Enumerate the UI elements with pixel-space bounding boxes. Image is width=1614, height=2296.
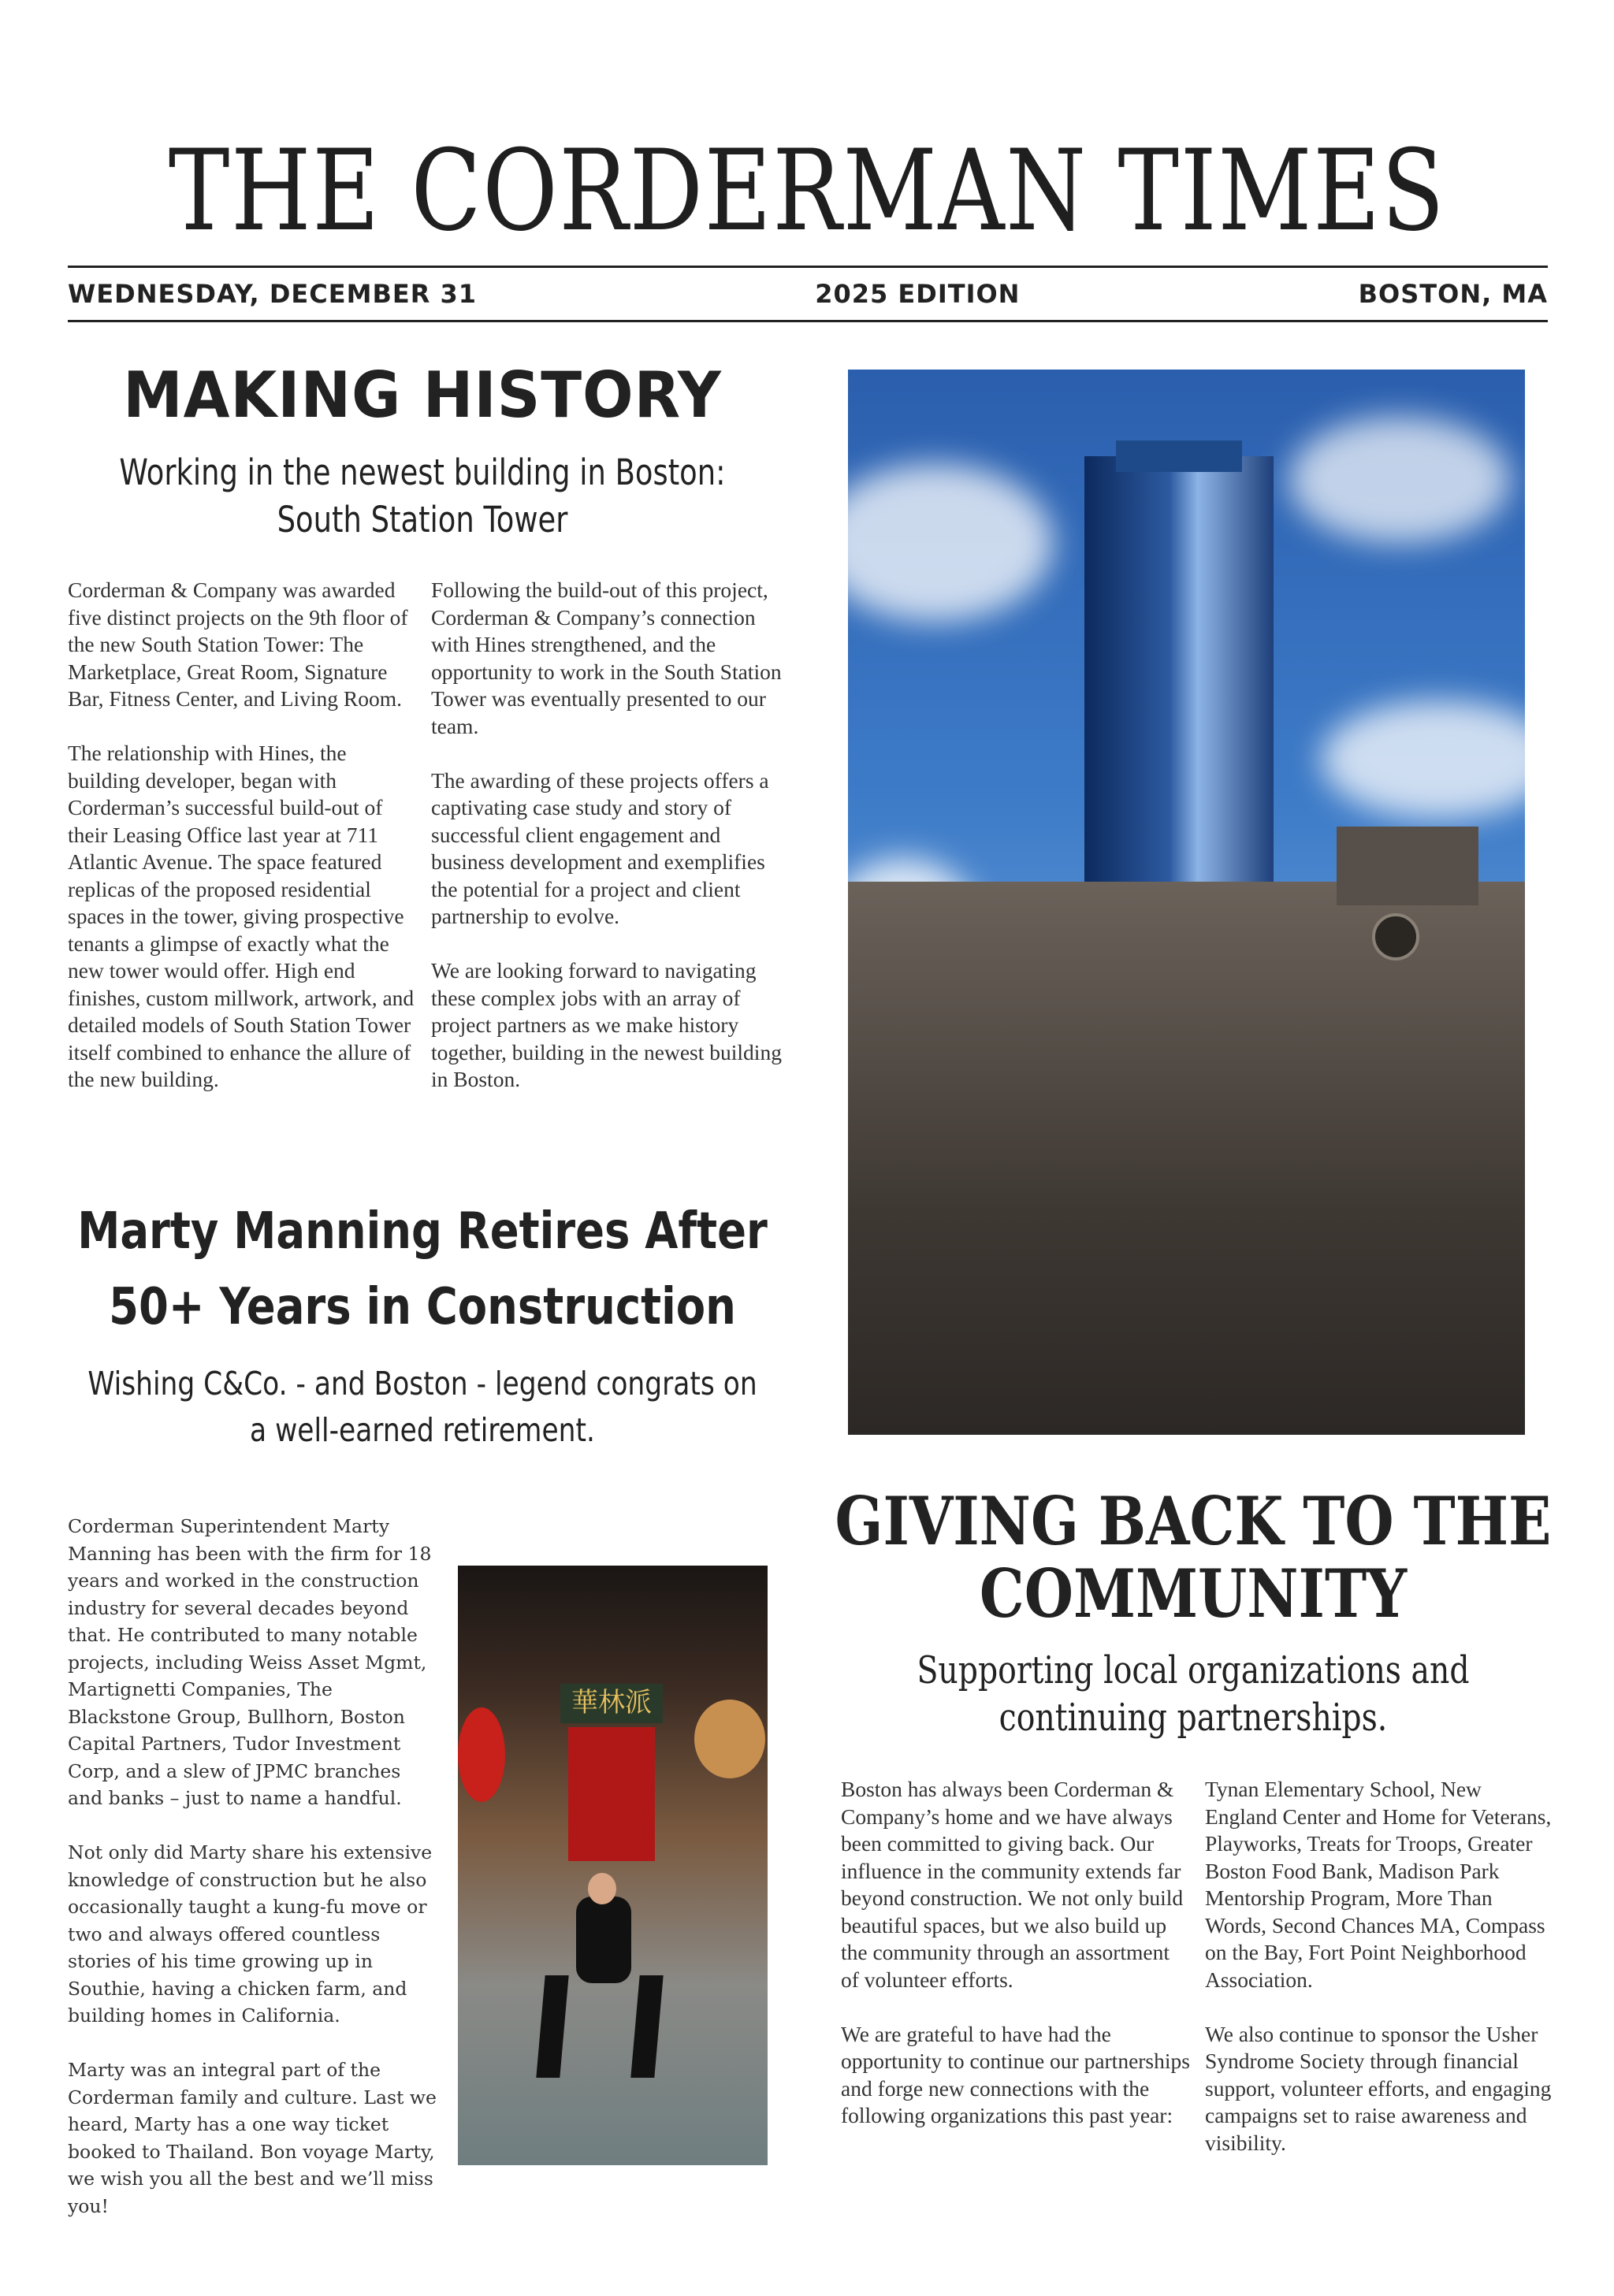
article-column-2 <box>1205 1776 1552 2184</box>
divider <box>68 266 1548 268</box>
article-body <box>68 1513 438 2220</box>
dateline <box>68 279 1548 309</box>
sign: 華林派 <box>560 1684 663 1723</box>
article-headline: MAKING HISTORY <box>123 359 722 432</box>
article-column-2 <box>431 577 786 1120</box>
paragraph: Marty was an integral part of the Corderman family and culture. Last we heard, Marty has a one way ticket booked to Thailand. Bon voyage Marty, we wish you all the best and we’ll miss you! <box>68 2059 437 2217</box>
masthead-title: THE CORDERMAN TIMES <box>168 126 1446 256</box>
article-column-1 <box>68 577 422 1120</box>
article-headline: Marty Manning Retires After 50+ Years in Construction <box>77 1202 768 1336</box>
article-subhead: Supporting local organizations and continuing partnerships. <box>917 1648 1470 1740</box>
paragraph: The awarding of these projects offers a captivating case study and story of successful client engagement and business development and exemplifies the potential for a project and client partnership to evolve. <box>431 767 769 928</box>
paragraph: Not only did Marty share his extensive knowledge of construction but he also occasionally taught a kung-fu move or two and always offered countless stories of his time growing up in Southie, having a chicken farm, and building homes in California. <box>68 1841 433 2027</box>
edition: 2025 EDITION <box>815 279 1021 309</box>
issue-date: WEDNESDAY, DECEMBER 31 <box>68 279 478 309</box>
paragraph: Boston has always been Corderman & Company’s home and we have always been committed to giving back. Our influence in the community extends far beyond construction. We not only build beautiful spaces, but we also build up the community through an assortment of volunteer efforts. <box>841 1777 1184 1992</box>
article-headline: GIVING BACK TO THE COMMUNITY <box>835 1482 1552 1633</box>
divider <box>68 320 1548 322</box>
paragraph: Following the build-out of this project, Corderman & Company’s connection with Hines strengthened, and the opportunity to work in the South Station Tower was eventually presented to our team. <box>431 578 782 738</box>
paragraph: Corderman & Company was awarded five distinct projects on the 9th floor of the new South Station Tower: The Marketplace, Great Room, Signature Bar, Fitness Center, and Living Room. <box>68 578 408 711</box>
marty-kung-fu-photo <box>458 1566 768 2165</box>
location: BOSTON, MA <box>1358 279 1548 309</box>
paragraph: We also continue to sponsor the Usher Syndrome Society through financial support, volunteer efforts, and engaging campaigns set to raise awareness and visibility. <box>1205 2021 1552 2155</box>
south-station-tower-photo <box>848 370 1525 1435</box>
paragraph: Corderman Superintendent Marty Manning has been with the firm for 18 years and worked in the construction industry for several decades beyond that. He contributed to many notable projects, including Weiss Asset Mgmt, Martignetti Companies, The Blackstone Group, Bullhorn, Boston Capital Partners, Tudor Investment Corp, and a slew of JPMC branches and banks – just to name a handful. <box>68 1515 432 1809</box>
article-subhead: Working in the newest building in Boston: South Station Tower <box>119 451 726 541</box>
article-column-1 <box>841 1776 1192 2157</box>
paragraph: We are looking forward to navigating these complex jobs with an array of project partners as we make history together, building in the newest building in Boston. <box>431 958 782 1091</box>
article-subhead: Wishing C&Co. - and Boston - legend congrats on a well-earned retirement. <box>87 1365 757 1449</box>
paragraph: The relationship with Hines, the building developer, began with Corderman’s successful build-out of their Leasing Office last year at 711 Atlantic Avenue. The space featured replicas of the proposed residential spaces in the tower, giving prospective tenants a glimpse of exactly what the new tower would offer. High end finishes, custom millwork, artwork, and detailed models of South Station Tower itself combined to enhance the allure of the new building. <box>68 741 415 1091</box>
paragraph: We are grateful to have had the opportunity to continue our partnerships and forge new connections with the following organizations this past year: <box>841 2021 1190 2127</box>
paragraph: Tynan Elementary School, New England Center and Home for Veterans, Playworks, Treats for Troops, Greater Boston Food Bank, Madison Park Mentorship Program, More Than Words, Second Chances MA, Compass on the Bay, Fort Point Neighborhood Association. <box>1205 1777 1552 1992</box>
